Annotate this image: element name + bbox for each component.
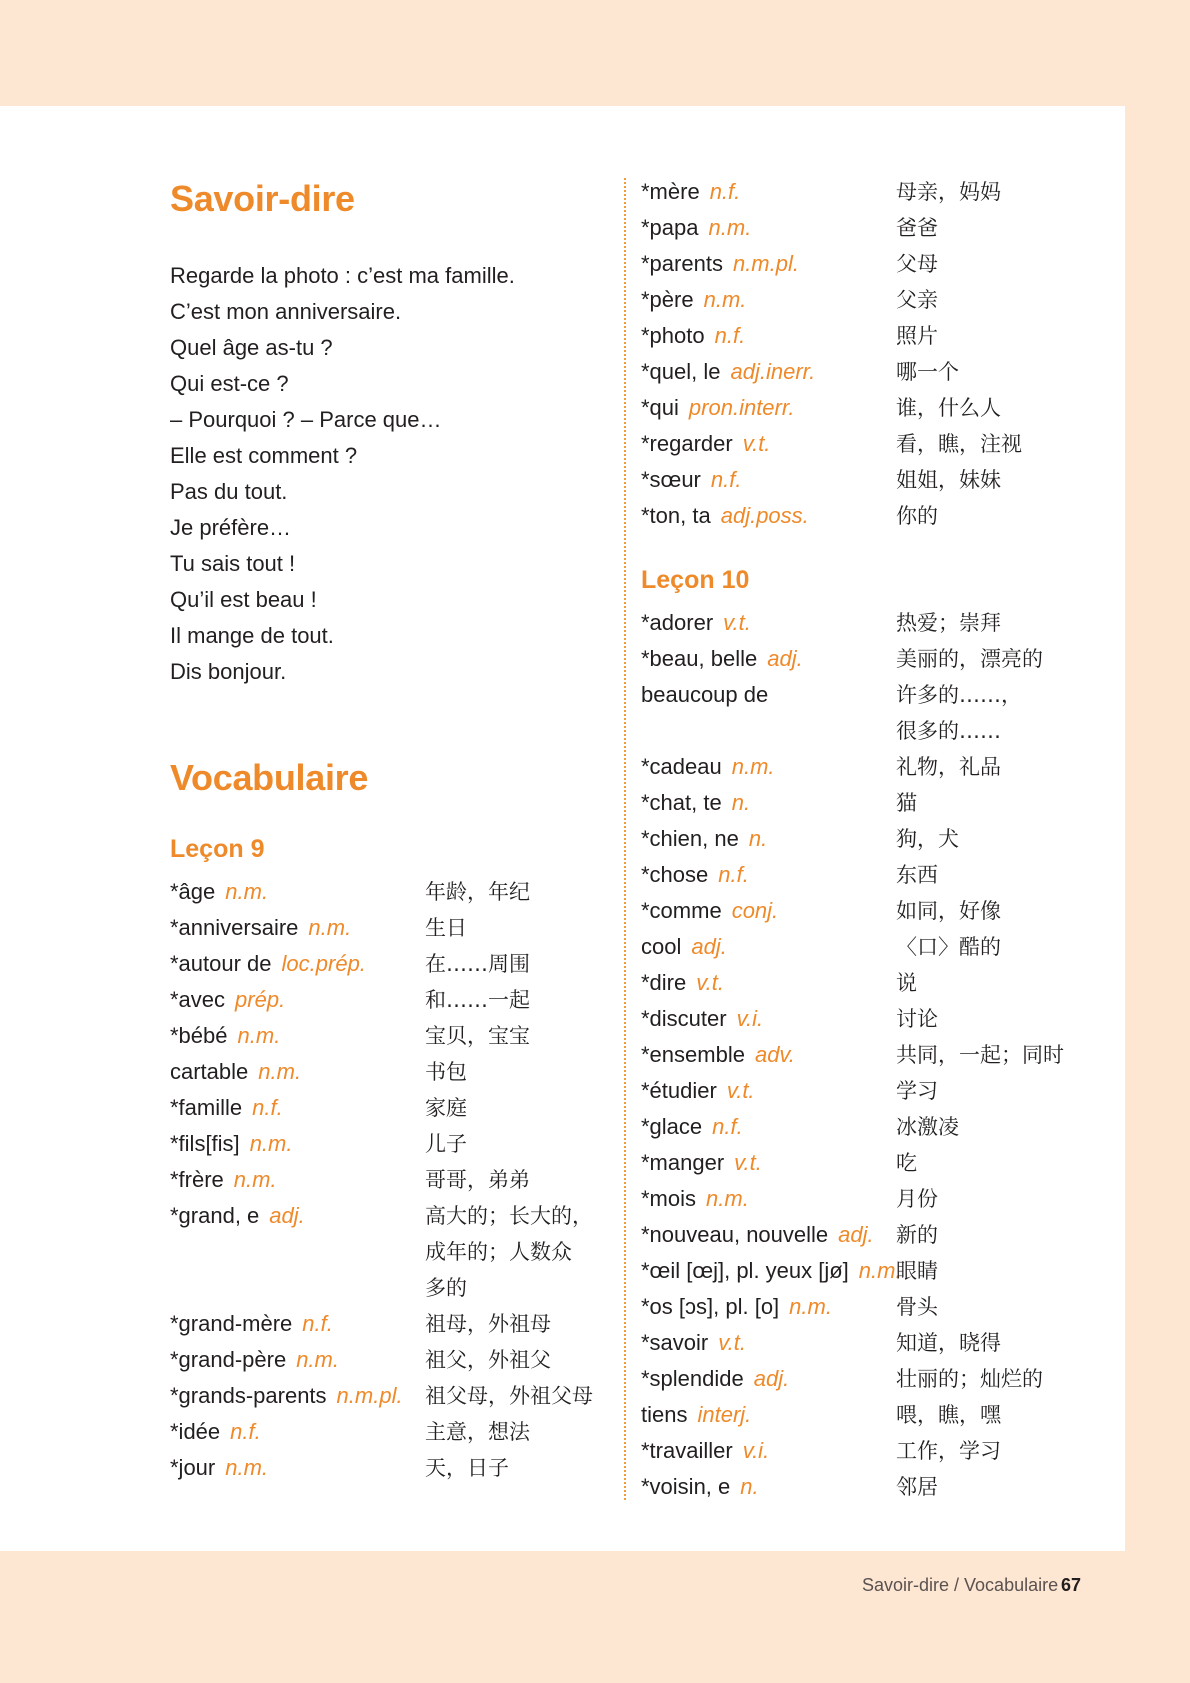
vocab-translation: 你的 xyxy=(896,504,938,528)
vocab-entry xyxy=(170,1126,610,1162)
vocab-translation: 礼物，礼品 xyxy=(896,755,1001,779)
part-of-speech: adj. xyxy=(767,646,803,671)
vocab-word: *grands-parents xyxy=(170,1383,327,1408)
vocab-entry xyxy=(641,1433,1091,1469)
vocab-entry xyxy=(641,246,1091,282)
vocab-word: *regarder xyxy=(641,431,733,456)
vocab-word: *chose xyxy=(641,862,709,887)
savoir-dire-title: Savoir-dire xyxy=(170,178,355,219)
vocab-word: *ensemble xyxy=(641,1042,745,1067)
vocab-translation: 家庭 xyxy=(425,1096,467,1120)
vocab-translation: 共同，一起；同时 xyxy=(896,1043,1064,1067)
phrase-item: Quel âge as-tu ? xyxy=(170,335,333,360)
part-of-speech: n.m. xyxy=(258,1059,302,1084)
page-number: 67 xyxy=(1061,1575,1082,1595)
vocab-entry xyxy=(641,498,1091,534)
vocab-entry xyxy=(170,982,610,1018)
vocab-word: *savoir xyxy=(641,1330,709,1355)
part-of-speech: n.f. xyxy=(714,323,746,348)
phrase-item: C’est mon anniversaire. xyxy=(170,299,402,324)
vocab-word: *qui xyxy=(641,395,679,420)
phrase-item: Il mange de tout. xyxy=(170,623,334,648)
vocab-entry xyxy=(170,1090,610,1126)
part-of-speech: n. xyxy=(731,790,751,815)
part-of-speech: adv. xyxy=(754,1042,795,1067)
vocab-list-lesson-9-continued xyxy=(641,174,1091,534)
vocab-word: *père xyxy=(641,287,694,312)
part-of-speech: adj. xyxy=(269,1203,305,1228)
part-of-speech: n.m. xyxy=(249,1131,293,1156)
part-of-speech: adj.inerr. xyxy=(730,359,816,384)
vocab-translation: 新的 xyxy=(896,1223,938,1247)
vocab-translation: 父母 xyxy=(896,252,938,276)
vocab-word: tiens xyxy=(641,1402,688,1427)
vocab-translation: 谁，什么人 xyxy=(896,396,1001,420)
vocab-word: cartable xyxy=(170,1059,249,1084)
part-of-speech: v.t. xyxy=(723,610,751,635)
phrase-item: Elle est comment ? xyxy=(170,443,358,468)
vocab-entry xyxy=(641,318,1091,354)
vocab-word: *grand-mère xyxy=(170,1311,293,1336)
vocab-word: *chien, ne xyxy=(641,826,739,851)
vocab-entry xyxy=(641,1253,1091,1289)
vocab-word: *os [ɔs], pl. [o] xyxy=(641,1294,780,1319)
vocab-entry xyxy=(170,946,610,982)
vocab-entry xyxy=(170,1270,610,1306)
vocab-translation: 如同，好像 xyxy=(896,899,1001,923)
vocab-word: *âge xyxy=(170,879,216,904)
part-of-speech: loc.prép. xyxy=(281,951,366,976)
vocab-entry xyxy=(641,1469,1091,1505)
vocab-translation: 许多的……， xyxy=(896,683,1022,707)
vocab-entry xyxy=(641,893,1091,929)
footer-section-label: Savoir-dire / Vocabulaire xyxy=(862,1575,1059,1595)
vocab-entry xyxy=(641,1181,1091,1217)
vocab-entry xyxy=(170,1162,610,1198)
part-of-speech: n.f. xyxy=(712,1114,743,1139)
lesson-9-title: Leçon 9 xyxy=(170,835,265,863)
part-of-speech: adj. xyxy=(753,1366,790,1391)
part-of-speech: n.m. xyxy=(308,915,352,940)
vocab-entry xyxy=(170,1054,610,1090)
vocab-word: beaucoup de xyxy=(641,682,769,707)
vocab-entry xyxy=(641,857,1091,893)
vocab-word: *nouveau, nouvelle xyxy=(641,1222,829,1247)
vocab-entry xyxy=(641,1073,1091,1109)
vocab-translation: 祖父，外祖父 xyxy=(425,1348,551,1372)
part-of-speech: n.m.pl. xyxy=(732,251,799,276)
vocab-list-lesson-9 xyxy=(170,874,610,1486)
part-of-speech: v.i. xyxy=(736,1006,764,1031)
vocab-translation: 儿子 xyxy=(425,1132,467,1156)
vocab-translation: 月份 xyxy=(896,1187,938,1211)
vocab-word: *cadeau xyxy=(641,754,722,779)
vocab-translation: 看，瞧，注视 xyxy=(896,432,1022,456)
vocab-translation: 工作，学习 xyxy=(896,1439,1001,1463)
vocab-word: cool xyxy=(641,934,682,959)
vocab-translation: 喂，瞧，嘿 xyxy=(896,1403,1001,1427)
part-of-speech: v.t. xyxy=(726,1078,755,1103)
vocab-entry xyxy=(170,1378,610,1414)
vocab-translation: 〈口〉酷的 xyxy=(896,935,1001,959)
vocab-translation: 年龄，年纪 xyxy=(425,880,530,904)
vocab-translation: 和……一起 xyxy=(425,988,530,1012)
vocab-entry xyxy=(641,462,1091,498)
part-of-speech: v.t. xyxy=(696,970,724,995)
vocab-word: *comme xyxy=(641,898,722,923)
part-of-speech: n.m.pl. xyxy=(336,1383,403,1408)
phrase-item: – Pourquoi ? – Parce que… xyxy=(170,407,442,432)
vocab-translation: 父亲 xyxy=(896,288,938,312)
phrase-item: Dis bonjour. xyxy=(170,659,287,684)
part-of-speech: interj. xyxy=(697,1402,752,1427)
vocab-entry xyxy=(170,874,610,910)
vocab-entry xyxy=(641,1325,1091,1361)
vocab-translation: 讨论 xyxy=(896,1007,938,1031)
part-of-speech: n.m. xyxy=(233,1167,277,1192)
part-of-speech: n.m. xyxy=(225,879,269,904)
vocab-translation: 说 xyxy=(896,971,917,995)
vocab-word: *jour xyxy=(170,1455,216,1480)
vocab-word: *grand, e xyxy=(170,1203,260,1228)
part-of-speech: n.m. xyxy=(858,1258,902,1283)
vocab-word: *quel, le xyxy=(641,359,721,384)
part-of-speech: n.f. xyxy=(252,1095,283,1120)
vocab-translation: 天，日子 xyxy=(425,1456,509,1480)
vocab-word: *manger xyxy=(641,1150,725,1175)
vocab-word: *autour de xyxy=(170,951,272,976)
vocab-translation: 爸爸 xyxy=(896,216,938,240)
phrase-item: Tu sais tout ! xyxy=(170,551,296,576)
vocab-entry xyxy=(641,749,1091,785)
part-of-speech: n.m. xyxy=(296,1347,339,1372)
vocab-word: *œil [œj], pl. yeux [jø] xyxy=(641,1258,849,1283)
vocab-word: *voisin, e xyxy=(641,1474,731,1499)
vocab-word: *papa xyxy=(641,215,699,240)
vocab-entry xyxy=(641,1037,1091,1073)
vocab-word: *dire xyxy=(641,970,687,995)
part-of-speech: n.m. xyxy=(731,754,775,779)
vocab-entry xyxy=(641,1361,1091,1397)
vocab-word: *grand-père xyxy=(170,1347,287,1372)
vocab-word: *fils[fis] xyxy=(170,1131,240,1156)
vocabulaire-title: Vocabulaire xyxy=(170,757,369,798)
part-of-speech: n. xyxy=(740,1474,759,1499)
vocab-translation: 眼睛 xyxy=(896,1259,938,1283)
part-of-speech: adj. xyxy=(838,1222,874,1247)
vocab-entry xyxy=(170,1198,610,1234)
vocab-translation: 祖父母，外祖父母 xyxy=(425,1384,593,1408)
vocab-word: *travailler xyxy=(641,1438,733,1463)
vocab-translation: 猫 xyxy=(896,791,917,815)
vocab-entry xyxy=(641,1289,1091,1325)
part-of-speech: n.m. xyxy=(225,1455,269,1480)
vocab-translation: 母亲，妈妈 xyxy=(896,180,1001,204)
vocab-translation: 成年的；人数众 xyxy=(425,1240,572,1264)
part-of-speech: n.m. xyxy=(706,1186,749,1211)
vocab-entry xyxy=(641,174,1091,210)
vocab-translation: 吃 xyxy=(896,1151,917,1175)
part-of-speech: n.m. xyxy=(237,1023,281,1048)
vocab-translation: 宝贝，宝宝 xyxy=(425,1024,530,1048)
vocab-entry xyxy=(641,426,1091,462)
vocab-word: *mère xyxy=(641,179,700,204)
vocab-entry xyxy=(641,1217,1091,1253)
phrase-item: Je préfère… xyxy=(170,515,292,540)
vocab-entry xyxy=(641,1001,1091,1037)
vocab-entry xyxy=(170,1342,610,1378)
part-of-speech: adj.poss. xyxy=(720,503,809,528)
part-of-speech: v.i. xyxy=(742,1438,770,1463)
column-divider xyxy=(624,178,626,1500)
vocab-translation: 多的 xyxy=(425,1276,467,1300)
part-of-speech: n.m. xyxy=(789,1294,832,1319)
phrase-list xyxy=(170,260,515,692)
part-of-speech: v.t. xyxy=(742,431,771,456)
vocab-translation: 热爱；崇拜 xyxy=(896,611,1001,635)
vocab-entry xyxy=(641,641,1091,677)
vocab-translation: 书包 xyxy=(425,1060,467,1084)
vocab-word: *parents xyxy=(641,251,723,276)
vocab-word: *sœur xyxy=(641,467,701,492)
lesson-10-title: Leçon 10 xyxy=(641,566,750,594)
phrase-item: Qu’il est beau ! xyxy=(170,587,317,612)
vocab-list-lesson-10 xyxy=(641,605,1091,1505)
vocab-word: *discuter xyxy=(641,1006,727,1031)
vocab-translation: 高大的；长大的， xyxy=(425,1204,593,1228)
part-of-speech: n.m. xyxy=(703,287,747,312)
part-of-speech: n.f. xyxy=(718,862,749,887)
vocab-word: *glace xyxy=(641,1114,703,1139)
part-of-speech: n.f. xyxy=(302,1311,333,1336)
vocab-entry xyxy=(641,713,1091,749)
vocab-translation: 哪一个 xyxy=(896,360,959,384)
vocab-entry xyxy=(641,1397,1091,1433)
vocab-entry xyxy=(641,210,1091,246)
vocab-translation: 姐姐，妹妹 xyxy=(896,468,1001,492)
vocab-entry xyxy=(641,282,1091,318)
vocab-word: *bébé xyxy=(170,1023,228,1048)
vocab-entry xyxy=(641,354,1091,390)
vocab-entry xyxy=(641,1109,1091,1145)
vocab-translation: 学习 xyxy=(896,1079,938,1103)
vocab-entry xyxy=(170,1414,610,1450)
vocab-translation: 美丽的，漂亮的 xyxy=(896,647,1043,671)
vocab-entry xyxy=(641,1145,1091,1181)
vocab-translation: 祖母，外祖母 xyxy=(425,1312,551,1336)
vocab-entry xyxy=(170,1306,610,1342)
vocab-word: *famille xyxy=(170,1095,243,1120)
part-of-speech: n.f. xyxy=(710,467,742,492)
part-of-speech: n.f. xyxy=(709,179,741,204)
vocab-entry xyxy=(641,785,1091,821)
vocab-word: *photo xyxy=(641,323,705,348)
phrase-item: Regarde la photo : c’est ma famille. xyxy=(170,263,515,288)
vocab-translation: 狗，犬 xyxy=(896,827,959,851)
vocab-word: *avec xyxy=(170,987,226,1012)
vocab-word: *ton, ta xyxy=(641,503,711,528)
part-of-speech: v.t. xyxy=(734,1150,762,1175)
vocab-entry xyxy=(170,1450,610,1486)
vocab-translation: 壮丽的；灿烂的 xyxy=(896,1367,1043,1391)
vocab-translation: 哥哥，弟弟 xyxy=(425,1168,530,1192)
vocab-translation: 邻居 xyxy=(896,1475,938,1499)
vocab-word: *chat, te xyxy=(641,790,722,815)
vocab-translation: 知道，晓得 xyxy=(896,1331,1001,1355)
part-of-speech: conj. xyxy=(731,898,779,923)
part-of-speech: pron.interr. xyxy=(688,395,795,420)
vocab-entry xyxy=(641,677,1091,713)
vocab-entry xyxy=(170,1018,610,1054)
vocab-translation: 骨头 xyxy=(896,1295,938,1319)
vocab-entry xyxy=(641,605,1091,641)
vocab-translation: 照片 xyxy=(896,324,938,348)
vocab-entry xyxy=(170,1234,610,1270)
vocab-word: *étudier xyxy=(641,1078,717,1103)
part-of-speech: n. xyxy=(748,826,768,851)
vocab-entry xyxy=(641,965,1091,1001)
vocab-translation: 生日 xyxy=(425,916,467,940)
vocab-entry xyxy=(170,910,610,946)
vocab-translation: 很多的…… xyxy=(896,719,1001,743)
part-of-speech: n.f. xyxy=(230,1419,261,1444)
vocab-entry xyxy=(641,929,1091,965)
vocab-entry xyxy=(641,821,1091,857)
part-of-speech: v.t. xyxy=(718,1330,746,1355)
phrase-item: Qui est-ce ? xyxy=(170,371,289,396)
vocab-word: *splendide xyxy=(641,1366,744,1391)
phrase-item: Pas du tout. xyxy=(170,479,288,504)
vocab-translation: 在……周围 xyxy=(425,952,530,976)
vocab-word: *beau, belle xyxy=(641,646,758,671)
part-of-speech: adj. xyxy=(691,934,727,959)
part-of-speech: prép. xyxy=(235,987,286,1012)
vocab-translation: 冰激凌 xyxy=(896,1115,959,1139)
vocab-word: *frère xyxy=(170,1167,224,1192)
vocab-word: *mois xyxy=(641,1186,697,1211)
part-of-speech: n.m. xyxy=(708,215,752,240)
vocab-word: *anniversaire xyxy=(170,915,299,940)
vocab-translation: 东西 xyxy=(896,863,938,887)
vocab-word: *adorer xyxy=(641,610,714,635)
vocab-entry xyxy=(641,390,1091,426)
vocab-translation: 主意，想法 xyxy=(425,1420,530,1444)
vocab-word: *idée xyxy=(170,1419,221,1444)
